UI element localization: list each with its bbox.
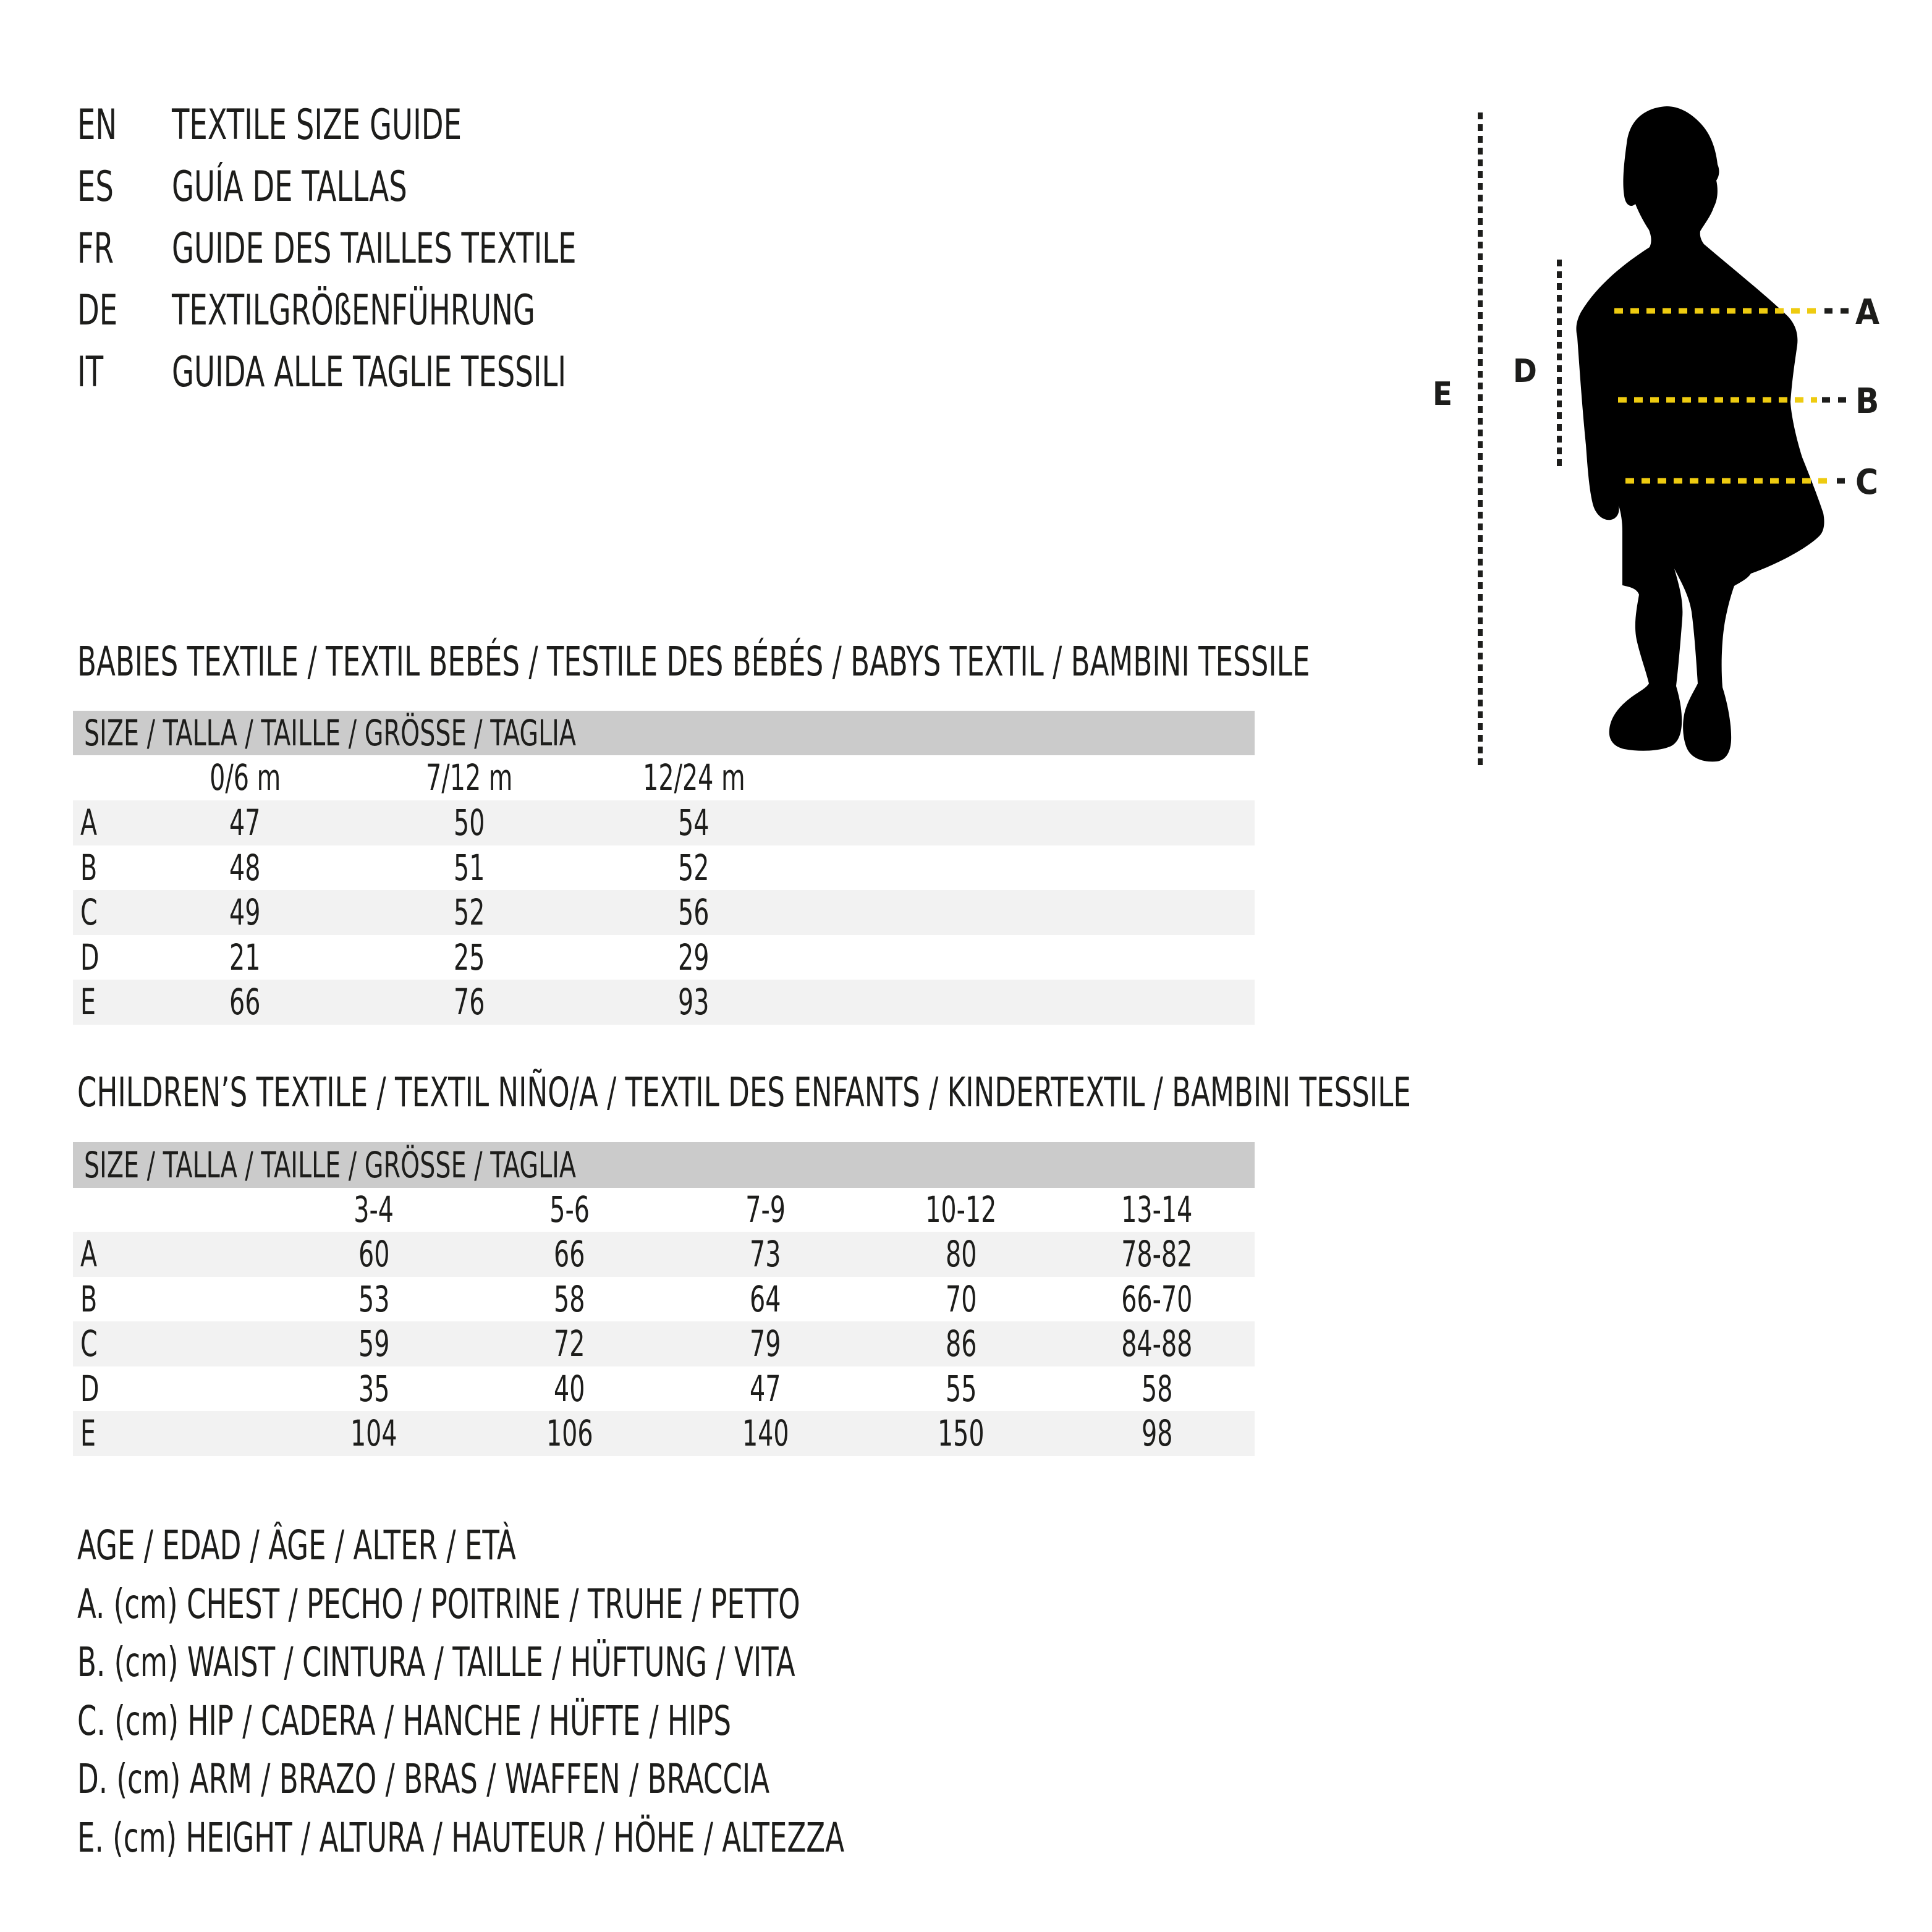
legend-chest: A. (cm) CHEST / PECHO / POITRINE / TRUHE / PETTO: [77, 1580, 800, 1628]
language-code: DE: [77, 286, 118, 335]
column-header: 10-12: [925, 1188, 997, 1231]
table-cell: 76: [454, 981, 485, 1023]
table-row: [73, 800, 1255, 845]
column-header: 0/6 m: [209, 756, 281, 799]
row-label: D: [80, 1367, 100, 1410]
column-header: 5-6: [549, 1188, 590, 1231]
row-label: A: [80, 1233, 98, 1275]
table-cell: 21: [229, 936, 261, 978]
table-cell: 47: [750, 1367, 781, 1410]
table-cell: 98: [1141, 1412, 1172, 1454]
language-code: IT: [77, 348, 104, 397]
table-row: [73, 1366, 1255, 1412]
language-row-de: [77, 280, 650, 342]
legend-hip: C. (cm) HIP / CADERA / HANCHE / HÜFTE / HIPS: [77, 1697, 732, 1745]
table-cell: 73: [750, 1233, 781, 1275]
column-header: 13-14: [1121, 1188, 1193, 1231]
table-row: [73, 980, 1255, 1025]
legend-arm: D. (cm) ARM / BRAZO / BRAS / WAFFEN / BRACCIA: [77, 1755, 770, 1803]
language-row-fr: [77, 218, 704, 280]
table-cell: 80: [945, 1233, 977, 1275]
language-code: ES: [77, 163, 114, 211]
table-cell: 40: [554, 1367, 585, 1410]
table-cell: 64: [750, 1277, 781, 1320]
table-cell: 48: [229, 846, 261, 889]
table-cell: 52: [454, 891, 485, 933]
guide-title-de: TEXTILGRÖßENFÜHRUNG: [172, 286, 535, 335]
table-cell: 86: [945, 1323, 977, 1365]
table-cell: 66: [554, 1233, 585, 1275]
table-row: [73, 1411, 1255, 1456]
column-header: 7/12 m: [426, 756, 513, 799]
row-label: B: [80, 1277, 98, 1320]
table-row: [73, 935, 1255, 980]
table-cell: 79: [750, 1323, 781, 1365]
row-label: C: [80, 891, 98, 933]
column-header: 3-4: [354, 1188, 394, 1231]
language-code: EN: [77, 101, 117, 150]
column-header: 12/24 m: [642, 756, 745, 799]
table-cell: 72: [554, 1323, 585, 1365]
table-cell: 29: [678, 936, 710, 978]
label-c: C: [1855, 462, 1878, 502]
child-silhouette-diagram: [1409, 87, 1932, 803]
row-label: D: [80, 936, 100, 978]
table-cell: 70: [945, 1277, 977, 1320]
legend-age: AGE / EDAD / ÂGE / ALTER / ETÀ: [77, 1522, 516, 1569]
language-code: FR: [77, 224, 114, 273]
label-d: D: [1513, 353, 1537, 390]
guide-title-fr: GUIDE DES TAILLES TEXTILE: [172, 224, 577, 273]
babies-column-header-row: [73, 755, 1255, 800]
column-header: 7-9: [745, 1188, 786, 1231]
table-cell: 54: [678, 802, 710, 844]
guide-title-es: GUÍA DE TALLAS: [172, 163, 407, 211]
table-cell: 53: [358, 1277, 390, 1320]
children-column-header-row: [73, 1188, 1255, 1232]
table-cell: 60: [358, 1233, 390, 1275]
table-cell: 50: [454, 802, 485, 844]
table-cell: 150: [938, 1412, 985, 1454]
table-row: [73, 1321, 1255, 1366]
table-cell: 47: [229, 802, 261, 844]
table-cell: 66: [229, 981, 261, 1023]
table-row: [73, 1277, 1255, 1322]
table-cell: 66-70: [1121, 1277, 1193, 1320]
table-cell: 84-88: [1121, 1323, 1193, 1365]
label-e: E: [1433, 376, 1452, 413]
size-header-bar: SIZE / TALLA / TAILLE / GRÖSSE / TAGLIA: [73, 711, 1255, 755]
table-row: [73, 890, 1255, 935]
table-cell: 52: [678, 846, 710, 889]
table-cell: 56: [678, 891, 710, 933]
row-label: B: [80, 846, 98, 889]
legend-waist: B. (cm) WAIST / CINTURA / TAILLE / HÜFTUNG / VITA: [77, 1638, 795, 1686]
table-cell: 58: [554, 1277, 585, 1320]
table-cell: 51: [454, 846, 485, 889]
table-cell: 78-82: [1121, 1233, 1193, 1275]
table-cell: 104: [350, 1412, 397, 1454]
guide-title-en: TEXTILE SIZE GUIDE: [172, 101, 462, 150]
table-row: [73, 1232, 1255, 1277]
table-cell: 58: [1141, 1367, 1172, 1410]
label-b: B: [1855, 381, 1879, 422]
guide-title-it: GUIDA ALLE TAGLIE TESSILI: [172, 348, 567, 397]
babies-size-table: [73, 711, 1255, 1025]
legend-height: E. (cm) HEIGHT / ALTURA / HAUTEUR / HÖHE / ALTEZZA: [77, 1813, 845, 1862]
table-cell: 93: [678, 981, 710, 1023]
language-row-en: [77, 95, 553, 156]
table-cell: 35: [358, 1367, 390, 1410]
size-header-bar: SIZE / TALLA / TAILLE / GRÖSSE / TAGLIA: [73, 1142, 1255, 1188]
row-label: A: [80, 802, 98, 844]
row-label: C: [80, 1323, 98, 1365]
table-cell: 59: [358, 1323, 390, 1365]
row-label: E: [80, 1412, 96, 1454]
babies-section-heading: BABIES TEXTILE / TEXTIL BEBÉS / TESTILE DES BÉBÉS / BABYS TEXTIL / BAMBINI TESSILE: [77, 638, 1310, 685]
measurement-figure: [1409, 87, 1932, 803]
measurement-legend: [77, 1517, 1087, 1867]
label-a: A: [1855, 292, 1879, 333]
children-size-table: [73, 1142, 1255, 1456]
table-cell: 55: [945, 1367, 977, 1410]
children-section-heading: CHILDREN’S TEXTILE / TEXTIL NIÑO/A / TEXTIL DES ENFANTS / KINDERTEXTIL / BAMBINI TESSILE: [77, 1069, 1411, 1116]
row-label: E: [80, 981, 96, 1023]
table-cell: 106: [546, 1412, 593, 1454]
table-cell: 25: [454, 936, 485, 978]
language-row-it: [77, 342, 691, 404]
language-row-es: [77, 156, 481, 218]
table-row: [73, 845, 1255, 891]
table-cell: 140: [742, 1412, 789, 1454]
table-cell: 49: [229, 891, 261, 933]
